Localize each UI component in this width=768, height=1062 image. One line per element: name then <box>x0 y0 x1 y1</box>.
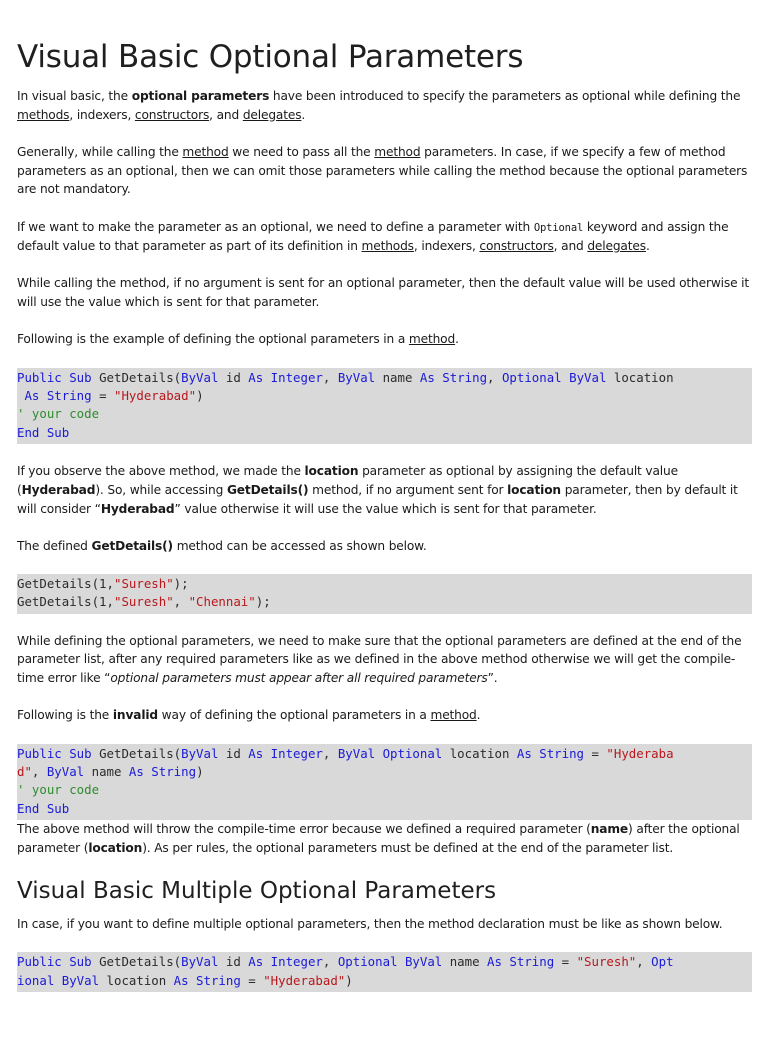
intro-paragraph: In visual basic, the optional parameters have been introduced to specify the parameters as optional while defining the methods, indexers, constructors, and delegates. <box>17 89 741 122</box>
default-value-paragraph: While calling the method, if no argument is sent for an optional parameter, then the default value will be used otherwise it will use the value which is sent for that parameter. <box>17 276 750 310</box>
methods-link[interactable]: methods <box>17 107 70 122</box>
constructors-link[interactable]: constructors <box>134 107 210 122</box>
example-intro-paragraph: Following is the example of defining the optional parameters in a method. <box>17 332 459 347</box>
method-link[interactable]: method <box>374 144 421 159</box>
method-link[interactable]: method <box>408 332 456 347</box>
method-link[interactable]: method <box>430 708 477 723</box>
multiple-intro-paragraph: In case, if you want to define multiple optional parameters, then the method declaration must be like as shown below. <box>17 917 723 932</box>
code-block-multiple: Public Sub GetDetails(ByVal id As Integer, Optional ByVal name As String = "Suresh", Opt ional ByVal location As String = "Hyderabad") <box>17 952 752 992</box>
bold-term: optional parameters <box>131 89 270 103</box>
method-link[interactable]: method <box>182 144 229 159</box>
code-block-example: Public Sub GetDetails(ByVal id As Integer, ByVal name As String, Optional ByVal location As String = "Hyderabad") ' your code End Sub <box>17 368 752 445</box>
section-heading: Visual Basic Multiple Optional Parameters <box>17 878 497 905</box>
access-intro-paragraph: The defined GetDetails() method can be accessed as shown below. <box>17 538 427 553</box>
code-block-calls: GetDetails(1,"Suresh"); GetDetails(1,"Suresh", "Chennai"); <box>17 574 752 614</box>
constructors-link[interactable]: constructors <box>479 239 554 254</box>
page-title: Visual Basic Optional Parameters <box>17 39 524 75</box>
ordering-paragraph: While defining the optional parameters, we need to make sure that the optional parameters are defined at the end of the parameter list, after any required parameters like as we defined in the above method otherwise we will get the compile-time error like “optional parameters must appear after all required parameters”. <box>17 633 742 686</box>
inline-code: Optional <box>533 221 584 234</box>
error-paragraph: The above method will throw the compile-time error because we defined a required parameter (name) after the optional parameter (location). As per rules, the optional parameters must be defined at the end of the parameter list. <box>17 822 740 855</box>
optional-keyword-paragraph: If we want to make the parameter as an optional, we need to define a parameter with Optional keyword and assign the default value to that parameter as part of its definition in methods, indexers, constructors, and delegates. <box>17 219 729 254</box>
article <box>0 38 768 992</box>
delegates-link[interactable]: delegates <box>587 239 646 254</box>
code-block-invalid: Public Sub GetDetails(ByVal id As Integer, ByVal Optional location As String = "Hyderaba d", ByVal name As String) ' your code End Sub <box>17 744 752 821</box>
calling-paragraph: Generally, while calling the method we need to pass all the method parameters. In case, if we specify a few of method parameters as an optional, then we can omit those parameters while calling the method because the optional parameters are not mandatory. <box>17 144 748 197</box>
delegates-link[interactable]: delegates <box>242 107 302 122</box>
invalid-intro-paragraph: Following is the invalid way of defining the optional parameters in a method. <box>17 708 481 723</box>
methods-link[interactable]: methods <box>361 239 414 254</box>
explanation-paragraph: If you observe the above method, we made the location parameter as optional by assigning the default value (Hyderabad). So, while accessing GetDetails() method, if no argument sent for location parameter, then by default it will consider “Hyderabad” value otherwise it will use the value which is sent for that parameter. <box>17 464 738 516</box>
